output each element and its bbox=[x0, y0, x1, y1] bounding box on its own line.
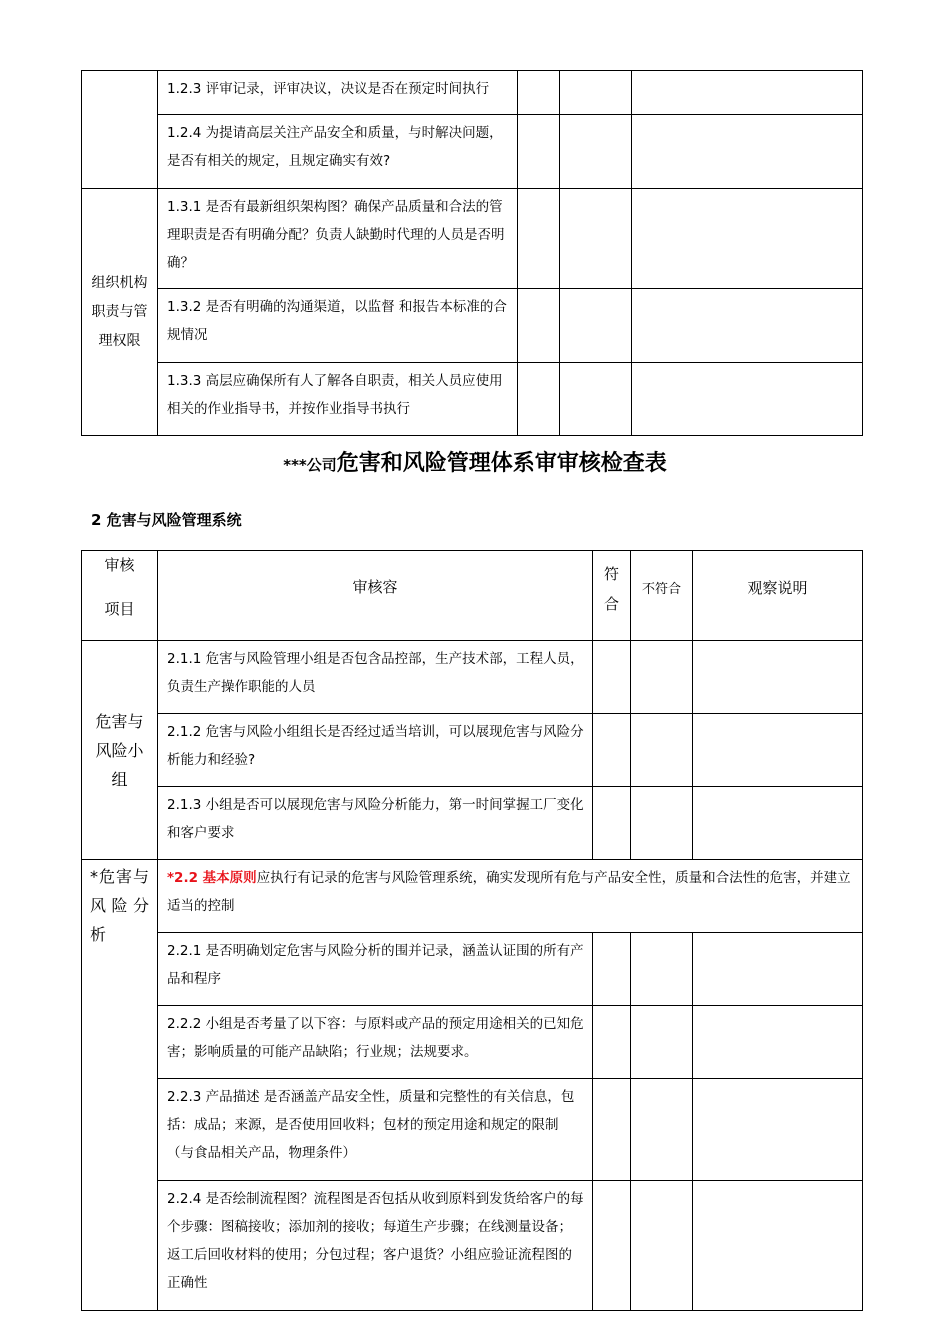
category-hazard-team: 危害与风险小组 bbox=[82, 641, 158, 860]
noncomply-cell bbox=[631, 1079, 693, 1181]
noncomply-cell bbox=[560, 289, 632, 363]
check-item: 1.3.2 是否有明确的沟通渠道，以监督 和报告本标准的合规情况 bbox=[158, 289, 518, 363]
comply-cell bbox=[593, 1181, 631, 1311]
section-heading: 2 危害与风险管理系统 bbox=[91, 511, 242, 529]
check-item: 1.3.1 是否有最新组织架构图？确保产品质量和合法的管理职责是否有明确分配？负责人缺勤时代理的人员是否明确？ bbox=[158, 189, 518, 289]
principle-text: 应执行有记录的危害与风险管理系统，确实发现所有危与产品安全性，质量和合法性的危害，并建立适当的控制 bbox=[167, 870, 851, 914]
document-title bbox=[0, 446, 950, 477]
check-item: 2.1.2 危害与风险小组组长是否经过适当培训，可以展现危害与风险分析能力和经验? bbox=[158, 714, 593, 787]
comply-cell bbox=[593, 641, 631, 714]
header-noncomply: 不符合 bbox=[631, 551, 693, 641]
observation-cell bbox=[693, 1006, 863, 1079]
check-item: 2.2.4 是否绘制流程图？流程图是否包括从收到原料到发货给客户的每个步骤：图稿接收；添加剂的接收；每道生产步骤；在线测量设备；返工后回收材料的使用；分包过程；客户退货？小组应验证流程图的正确性 bbox=[158, 1181, 593, 1311]
check-item: 1.3.3 高层应确保所有人了解各自职责，相关人员应使用相关的作业指导书，并按作业指导书执行 bbox=[158, 363, 518, 436]
noncomply-cell bbox=[560, 189, 632, 289]
header-comply: 符合 bbox=[593, 551, 631, 641]
observation-cell bbox=[632, 189, 863, 289]
comply-cell bbox=[593, 1006, 631, 1079]
comply-cell bbox=[518, 71, 560, 115]
category-cell: 组织机构职责与管理权限 bbox=[82, 189, 158, 436]
comply-cell bbox=[593, 714, 631, 787]
noncomply-cell bbox=[631, 933, 693, 1006]
title-main: 危害和风险管理体系审审核检查表 bbox=[336, 451, 667, 476]
observation-cell bbox=[693, 714, 863, 787]
header-audit-content: 审核容 bbox=[158, 551, 593, 641]
check-item: 1.2.3 评审记录，评审决议，决议是否在预定时间执行 bbox=[158, 71, 518, 115]
comply-cell bbox=[518, 363, 560, 436]
category-hazard-analysis: *危害与风险分析 bbox=[82, 860, 158, 1311]
observation-cell bbox=[693, 1181, 863, 1311]
comply-cell bbox=[518, 289, 560, 363]
title-prefix: ***公司 bbox=[283, 456, 337, 474]
category-cell bbox=[82, 71, 158, 189]
observation-cell bbox=[693, 787, 863, 860]
observation-cell bbox=[693, 641, 863, 714]
header-observation: 观察说明 bbox=[693, 551, 863, 641]
hazard-risk-checklist-table bbox=[81, 550, 863, 1311]
observation-cell bbox=[632, 289, 863, 363]
observation-cell bbox=[632, 363, 863, 436]
comply-cell bbox=[593, 787, 631, 860]
observation-cell bbox=[632, 71, 863, 115]
top-checklist-table bbox=[81, 70, 863, 436]
check-item: 2.1.1 危害与风险管理小组是否包含品控部，生产技术部，工程人员，负责生产操作职能的人员 bbox=[158, 641, 593, 714]
comply-cell bbox=[593, 933, 631, 1006]
observation-cell bbox=[632, 115, 863, 189]
noncomply-cell bbox=[631, 1181, 693, 1311]
comply-cell bbox=[518, 115, 560, 189]
noncomply-cell bbox=[560, 115, 632, 189]
observation-cell bbox=[693, 933, 863, 1006]
comply-cell bbox=[593, 1079, 631, 1181]
principle-row bbox=[158, 860, 863, 933]
check-item: 2.2.3 产品描述 是否涵盖产品安全性，质量和完整性的有关信息，包括：成品；来源，是否使用回收料；包材的预定用途和规定的限制（与食品相关产品，物理条件） bbox=[158, 1079, 593, 1181]
check-item: 1.2.4 为提请高层关注产品安全和质量，与时解决问题，是否有相关的规定，且规定确实有效? bbox=[158, 115, 518, 189]
noncomply-cell bbox=[631, 787, 693, 860]
check-item: 2.2.1 是否明确划定危害与风险分析的围并记录，涵盖认证围的所有产品和程序 bbox=[158, 933, 593, 1006]
check-item: 2.2.2 小组是否考量了以下容：与原料或产品的预定用途相关的已知危害；影响质量的可能产品缺陷；行业规；法规要求。 bbox=[158, 1006, 593, 1079]
noncomply-cell bbox=[631, 714, 693, 787]
principle-label: *2.2 基本原则 bbox=[167, 870, 257, 886]
check-item: 2.1.3 小组是否可以展现危害与风险分析能力，第一时间掌握工厂变化和客户要求 bbox=[158, 787, 593, 860]
noncomply-cell bbox=[560, 71, 632, 115]
observation-cell bbox=[693, 1079, 863, 1181]
noncomply-cell bbox=[631, 1006, 693, 1079]
noncomply-cell bbox=[631, 641, 693, 714]
noncomply-cell bbox=[560, 363, 632, 436]
header-audit-item: 审核 项目 bbox=[82, 551, 158, 641]
comply-cell bbox=[518, 189, 560, 289]
